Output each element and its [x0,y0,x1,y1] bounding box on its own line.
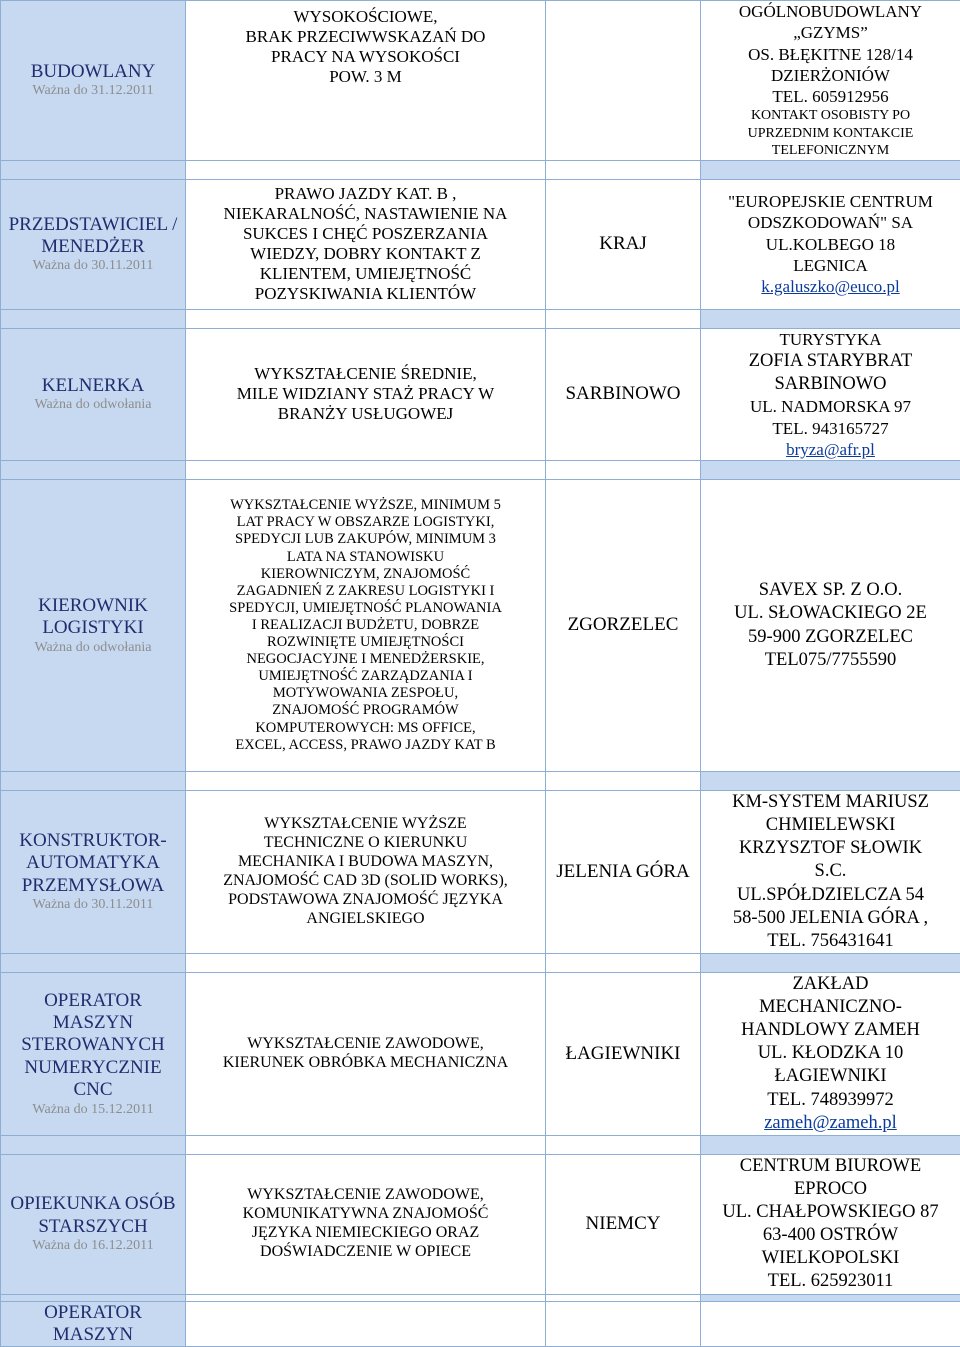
requirements-cell [186,1301,546,1347]
contact-cell [701,791,960,954]
contact-email-link[interactable]: k.galuszko@euco.pl [705,276,956,297]
requirements-line: WYKSZTAŁCENIE WYŻSZE [190,815,541,834]
requirements-line: WYKSZTAŁCENIE ZAWODOWE, [190,1186,541,1205]
requirements-cell [186,328,546,460]
contact-line: UL. KŁODZKA 10 [705,1042,956,1065]
contact-line: TEL. 605912956 [705,86,956,107]
validity-text: Ważna do odwołania [5,397,181,414]
position-title: LOGISTYKI [5,617,181,639]
contact-line: UL.KOLBEGO 18 [705,234,956,255]
position-title: PRZEDSTAWICIEL / [5,214,181,236]
requirements-line: MILE WIDZIANY STAŻ PRACY W [190,384,541,404]
validity-text: Ważna do 31.12.2011 [5,83,181,100]
row-separator [1,160,960,179]
contact-line: 58-500 JELENIA GÓRA , [705,907,956,930]
position-cell [1,972,186,1135]
contact-line: 59-900 ZGORZELEC [705,626,956,649]
validity-text: Ważna do 15.12.2011 [5,1102,181,1119]
contact-line: HANDLOWY ZAMEH [705,1019,956,1042]
requirements-line: ZNAJOMOŚĆ CAD 3D (SOLID WORKS), [190,872,541,891]
contact-line: OGÓLNOBUDOWLANY [705,1,956,22]
requirements-line: BRANŻY USŁUGOWEJ [190,404,541,424]
requirements-line: UMIEJĘTNOŚĆ ZARZĄDZANIA I [190,668,541,685]
requirements-line: ZNAJOMOŚĆ PROGRAMÓW [190,702,541,719]
requirements-cell [186,1,546,161]
location-cell: SARBINOWO [546,328,701,460]
requirements-line: NIEKARALNOŚĆ, NASTAWIENIE NA [190,204,541,224]
location-cell: ŁAGIEWNIKI [546,972,701,1135]
contact-line: CHMIELEWSKI [705,814,956,837]
contact-cell [701,480,960,772]
contact-line: TEL. 625923011 [705,1270,956,1293]
position-cell [1,480,186,772]
requirements-line: WYKSZTAŁCENIE WYŻSZE, MINIMUM 5 [190,497,541,514]
contact-cell [701,1154,960,1294]
requirements-line: POW. 3 M [190,67,541,87]
contact-cell [701,328,960,460]
contact-line: CENTRUM BIUROWE [705,1155,956,1178]
requirements-line: LATA NA STANOWISKU [190,549,541,566]
table-row [1,328,960,460]
position-title: STEROWANYCH [5,1034,181,1056]
requirements-cell [186,1154,546,1294]
contact-line: TEL. 748939972 [705,1089,956,1112]
position-title: KONSTRUKTOR- [5,830,181,852]
requirements-cell [186,480,546,772]
requirements-line: MOTYWOWANIA ZESPOŁU, [190,685,541,702]
contact-line: TEL. 943165727 [705,418,956,439]
position-cell [1,791,186,954]
position-cell [1,328,186,460]
requirements-line: TECHNICZNE O KIERUNKU [190,834,541,853]
contact-line: ZAKŁAD [705,973,956,996]
requirements-cell [186,179,546,309]
contact-line: KM-SYSTEM MARIUSZ [705,791,956,814]
contact-line: TURYSTYKA [705,329,956,350]
requirements-line: SUKCES I CHĘĆ POSZERZANIA [190,224,541,244]
location-cell: NIEMCY [546,1154,701,1294]
contact-line: S.C. [705,860,956,883]
requirements-line: ANGIELSKIEGO [190,910,541,929]
contact-line: „GZYMS” [705,22,956,43]
contact-line: ODSZKODOWAŃ" SA [705,212,956,233]
position-cell [1,1,186,161]
position-title: OPERATOR MASZYN [5,1302,181,1347]
requirements-line: PRACY NA WYSOKOŚCI [190,47,541,67]
requirements-line: WYSOKOŚCIOWE, [190,7,541,27]
row-separator [1,953,960,972]
position-title: MENEDŻER [5,236,181,258]
contact-line: ŁAGIEWNIKI [705,1065,956,1088]
location-cell: ZGORZELEC [546,480,701,772]
contact-line: OS. BŁĘKITNE 128/14 [705,44,956,65]
contact-line: KONTAKT OSOBISTY PO [705,107,956,125]
position-title: KELNERKA [5,375,181,397]
location-cell [546,1,701,161]
requirements-cell [186,791,546,954]
contact-cell [701,179,960,309]
contact-line: LEGNICA [705,255,956,276]
contact-line: SAVEX SP. Z O.O. [705,579,956,602]
position-cell [1,1301,186,1347]
requirements-line: BRAK PRZECIWWSKAZAŃ DO [190,27,541,47]
contact-cell [701,1301,960,1347]
requirements-line: LAT PRACY W OBSZARZE LOGISTYKI, [190,514,541,531]
table-row [1,1,960,161]
requirements-line: PODSTAWOWA ZNAJOMOŚĆ JĘZYKA [190,891,541,910]
requirements-line: KLIENTEM, UMIEJĘTNOŚĆ [190,264,541,284]
validity-text: Ważna do 30.11.2011 [5,897,181,914]
requirements-line: KIEROWNICZYM, ZNAJOMOŚĆ [190,566,541,583]
contact-line: UL. NADMORSKA 97 [705,396,956,417]
contact-line: WIELKOPOLSKI [705,1247,956,1270]
requirements-line: WYKSZTAŁCENIE ŚREDNIE, [190,364,541,384]
location-cell: JELENIA GÓRA [546,791,701,954]
requirements-line: SPEDYCJI, UMIEJĘTNOŚĆ PLANOWANIA [190,600,541,617]
requirements-line: WYKSZTAŁCENIE ZAWODOWE, [190,1035,541,1054]
contact-line: UL.SPÓŁDZIELCZA 54 [705,884,956,907]
position-title: PRZEMYSŁOWA [5,875,181,897]
contact-line: TEL075/7755590 [705,649,956,672]
contact-line: TELEFONICZNYM [705,142,956,160]
position-cell [1,1154,186,1294]
requirements-line: EXCEL, ACCESS, PRAWO JAZDY KAT B [190,737,541,754]
position-title: NUMERYCZNIE CNC [5,1057,181,1102]
row-separator [1,1294,960,1301]
requirements-line: SPEDYCJI LUB ZAKUPÓW, MINIMUM 3 [190,531,541,548]
location-cell: KRAJ [546,179,701,309]
contact-line: SARBINOWO [705,373,956,396]
row-separator [1,461,960,480]
contact-line: "EUROPEJSKIE CENTRUM [705,191,956,212]
contact-email-link[interactable]: zameh@zameh.pl [705,1112,956,1135]
requirements-line: PRAWO JAZDY KAT. B , [190,184,541,204]
validity-text: Ważna do odwołania [5,640,181,657]
contact-line: 63-400 OSTRÓW [705,1224,956,1247]
table-row [1,1301,960,1347]
contact-line: EPROCO [705,1178,956,1201]
contact-line: TEL. 756431641 [705,930,956,953]
requirements-line: POZYSKIWANIA KLIENTÓW [190,284,541,304]
position-title: KIEROWNIK [5,595,181,617]
position-title: OPERATOR MASZYN [5,990,181,1035]
requirements-line: ROZWINIĘTE UMIEJĘTNOŚCI [190,634,541,651]
requirements-line: NEGOCJACYJNE I MENEDŻERSKIE, [190,651,541,668]
requirements-line: MECHANIKA I BUDOWA MASZYN, [190,853,541,872]
contact-line: MECHANICZNO- [705,996,956,1019]
position-title: STARSZYCH [5,1216,181,1238]
contact-email-link[interactable]: bryza@afr.pl [705,439,956,460]
requirements-line: KOMUNIKATYWNA ZNAJOMOŚĆ [190,1205,541,1224]
table-row [1,179,960,309]
row-separator [1,1135,960,1154]
location-cell [546,1301,701,1347]
position-title: AUTOMATYKA [5,852,181,874]
contact-line: KRZYSZTOF SŁOWIK [705,837,956,860]
requirements-line: WIEDZY, DOBRY KONTAKT Z [190,244,541,264]
table-row [1,480,960,772]
contact-line: UL. CHAŁPOWSKIEGO 87 [705,1201,956,1224]
contact-cell [701,1,960,161]
table-row [1,972,960,1135]
requirements-line: DOŚWIADCZENIE W OPIECE [190,1243,541,1262]
position-title: OPIEKUNKA OSÓB [5,1193,181,1215]
requirements-line: JĘZYKA NIEMIECKIEGO ORAZ [190,1224,541,1243]
requirements-line: I REALIZACJI BUDŻETU, DOBRZE [190,617,541,634]
contact-cell [701,972,960,1135]
validity-text: Ważna do 30.11.2011 [5,258,181,275]
contact-line: UPRZEDNIM KONTAKCIE [705,125,956,143]
requirements-line: KIERUNEK OBRÓBKA MECHANICZNA [190,1054,541,1073]
table-row [1,1154,960,1294]
position-title: BUDOWLANY [31,61,156,82]
position-cell [1,179,186,309]
row-separator [1,772,960,791]
contact-line: DZIERŻONIÓW [705,65,956,86]
row-separator [1,309,960,328]
table-row [1,791,960,954]
requirements-line: ZAGADNIEŃ Z ZAKRESU LOGISTYKI I [190,583,541,600]
validity-text: Ważna do 16.12.2011 [5,1238,181,1255]
requirements-line: KOMPUTEROWYCH: MS OFFICE, [190,720,541,737]
contact-line: UL. SŁOWACKIEGO 2E [705,602,956,625]
requirements-cell [186,972,546,1135]
contact-line: ZOFIA STARYBRAT [705,350,956,373]
